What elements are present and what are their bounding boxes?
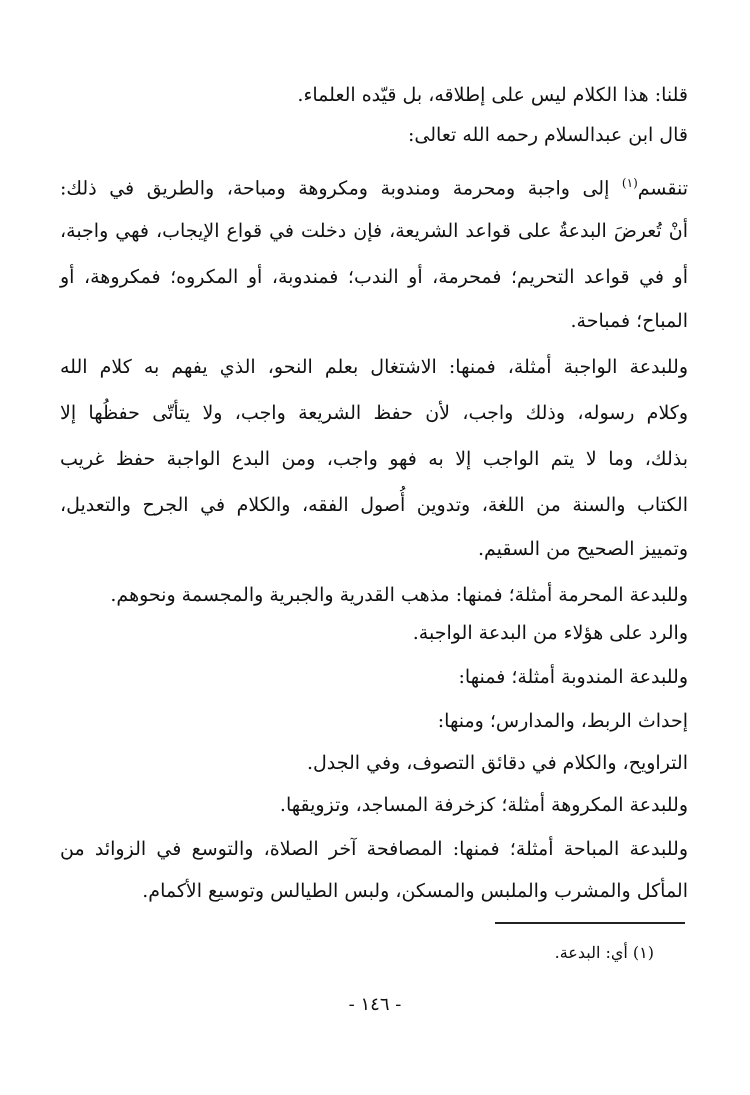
text-line-1: قلنا: هذا الكلام ليس على إطلاقه، بل قيّده العلماء. [297, 84, 688, 106]
footnote-ref: (١) [621, 176, 638, 190]
text-line-6: المباح؛ فمباحة. [570, 310, 688, 332]
line3-lead-word: تنقسم [637, 177, 688, 200]
text-line-13: والرد على هؤلاء من البدعة الواجبة. [412, 622, 688, 644]
text-line-9: بذلك، وما لا يتم الواجب إلا به فهو واجب، ومن البدع الواجبة حفظ غريب [60, 448, 688, 470]
text-line-17: وللبدعة المكروهة أمثلة؛ كزخرفة المساجد، وتزويقها. [279, 794, 688, 816]
page-number: - ١٤٦ - [348, 994, 402, 1015]
text-line-14: وللبدعة المندوبة أمثلة؛ فمنها: [458, 666, 688, 688]
text-line-5: أو في قواعد التحريم؛ فمحرمة، أو الندب؛ فمندوبة، أو المكروه؛ فمكروهة، أو [60, 266, 688, 288]
footnote-divider [495, 922, 685, 924]
text-line-7: وللبدعة الواجبة أمثلة، فمنها: الاشتغال بعلم النحو، الذي يفهم به كلام الله [60, 356, 688, 378]
text-line-18: وللبدعة المباحة أمثلة؛ فمنها: المصافحة آخر الصلاة، والتوسع في الزوائد من [60, 838, 688, 860]
text-line-10: الكتاب والسنة من اللغة، وتدوين أُصول الفقه، والكلام في الجرح والتعديل، [60, 494, 688, 516]
text-line-3 [60, 168, 688, 203]
line3-rest: إلى واجبة ومحرمة ومندوبة ومكروهة ومباحة، والطريق في ذلك: [60, 177, 610, 200]
text-line-15: إحداث الربط، والمدارس؛ ومنها: [437, 710, 688, 732]
text-line-8: وكلام رسوله، وذلك واجب، لأن حفظ الشريعة واجب، ولا يتأتّى حفظُها إلا [60, 402, 688, 424]
text-line-2: قال ابن عبدالسلام رحمه الله تعالى: [408, 124, 688, 146]
footnote-text: (١) أي: البدعة. [554, 943, 654, 962]
text-line-16: التراويح، والكلام في دقائق التصوف، وفي الجدل. [306, 752, 688, 774]
text-line-12: وللبدعة المحرمة أمثلة؛ فمنها: مذهب القدرية والجبرية والمجسمة ونحوهم. [110, 584, 688, 606]
text-line-11: وتمييز الصحيح من السقيم. [477, 538, 688, 560]
text-line-19: المأكل والمشرب والملبس والمسكن، ولبس الطيالس وتوسيع الأكمام. [142, 880, 688, 902]
text-line-4: أنْ تُعرضَ البدعةُ على قواعد الشريعة، فإن دخلت في قواع الإيجاب، فهي واجبة، [60, 220, 688, 242]
